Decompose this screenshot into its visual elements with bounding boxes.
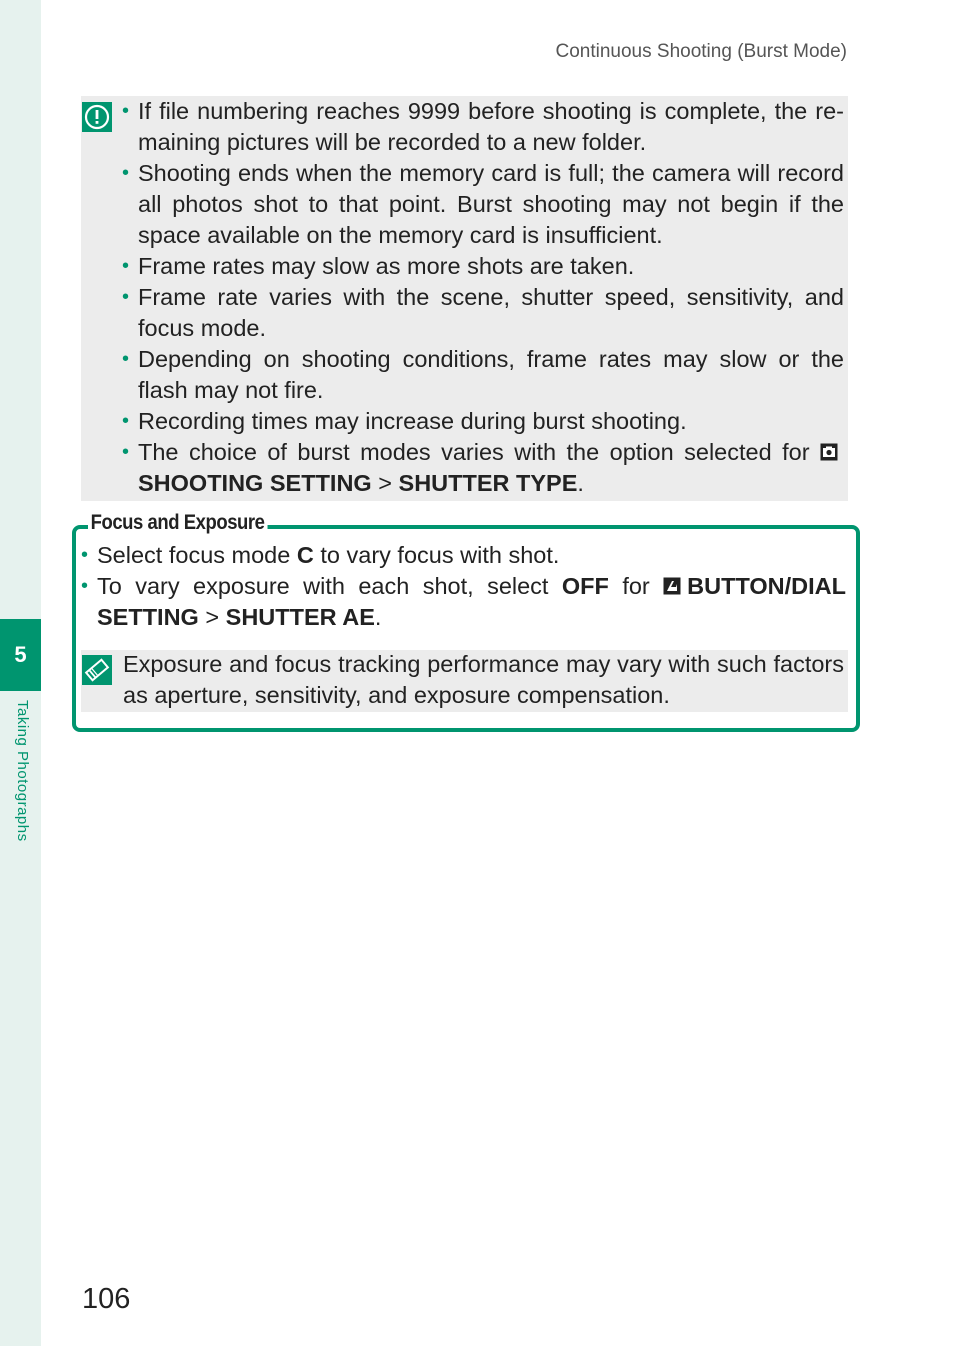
menu-button-dial-setting: BUTTON/DIAL SETTING — [97, 573, 847, 630]
chapter-number: 5 — [14, 642, 27, 667]
bullet-icon: • — [122, 441, 130, 463]
list-item — [122, 96, 844, 158]
shooting-menu-icon — [820, 443, 838, 461]
note-text: Exposure and focus tracking performance may vary with such factors as aperture, sensitivity, and exposure compensation. — [123, 651, 844, 708]
sentence-end: . — [577, 470, 584, 496]
bullet-icon: • — [81, 544, 89, 566]
list-item — [81, 571, 847, 633]
option-off: OFF — [561, 573, 609, 599]
list-item — [122, 158, 844, 251]
list-item-text: If file numbering reaches 9999 before shooting is complete, the re-maining pictures will be recorded to a new folder. — [138, 98, 844, 155]
list-item — [122, 251, 844, 282]
tip-text: to vary focus with shot. — [320, 542, 560, 568]
note-icon — [82, 655, 112, 685]
list-item — [122, 282, 844, 344]
page-number: 106 — [82, 1283, 131, 1315]
tip-text: for — [622, 573, 650, 599]
list-item-text: Recording times may increase during burst shooting. — [138, 408, 687, 434]
tip-text: Select focus mode — [97, 542, 291, 568]
list-item — [122, 406, 844, 437]
tip-list — [81, 540, 847, 633]
running-header: Continuous Shooting (Burst Mode) — [555, 41, 847, 62]
bullet-icon: • — [122, 162, 130, 184]
list-item-text: Shooting ends when the memory card is full; the camera will record all photos shot to that point. Burst shooting may not begin if the space available on the memory card is insufficient. — [138, 160, 844, 248]
bullet-icon: • — [122, 410, 130, 432]
bullet-icon: • — [122, 286, 130, 308]
list-item-text: Frame rates may slow as more shots are taken. — [138, 253, 635, 279]
list-item-text: The choice of burst modes varies with the option selected for — [138, 439, 810, 465]
sentence-end: . — [374, 604, 382, 630]
tip-title: Focus and Exposure — [88, 511, 267, 535]
menu-shooting-setting: SHOOTING SETTING — [138, 470, 372, 496]
tip-text: To vary exposure with each shot, select — [97, 573, 549, 599]
list-item — [81, 540, 846, 571]
setup-menu-icon — [663, 577, 681, 595]
menu-separator: > — [378, 470, 392, 496]
menu-shutter-type: SHUTTER TYPE — [398, 470, 578, 496]
list-item-text: Frame rate varies with the scene, shutter speed, sensitivity, and focus mode. — [138, 284, 844, 341]
bullet-icon: • — [122, 100, 130, 122]
list-item — [122, 344, 844, 406]
caution-icon — [82, 102, 112, 132]
chapter-tab — [0, 619, 41, 691]
caution-list — [122, 96, 844, 499]
menu-separator: > — [205, 604, 220, 630]
focus-mode-c: C — [296, 542, 314, 568]
list-item — [122, 437, 844, 499]
list-item-text: Depending on shooting conditions, frame rates may slow or the flash may not fire. — [138, 346, 844, 403]
chapter-title: Taking Photographs — [14, 700, 31, 842]
bullet-icon: • — [81, 575, 89, 597]
bullet-icon: • — [122, 255, 130, 277]
bullet-icon: • — [122, 348, 130, 370]
menu-shutter-ae: SHUTTER AE — [225, 604, 375, 630]
